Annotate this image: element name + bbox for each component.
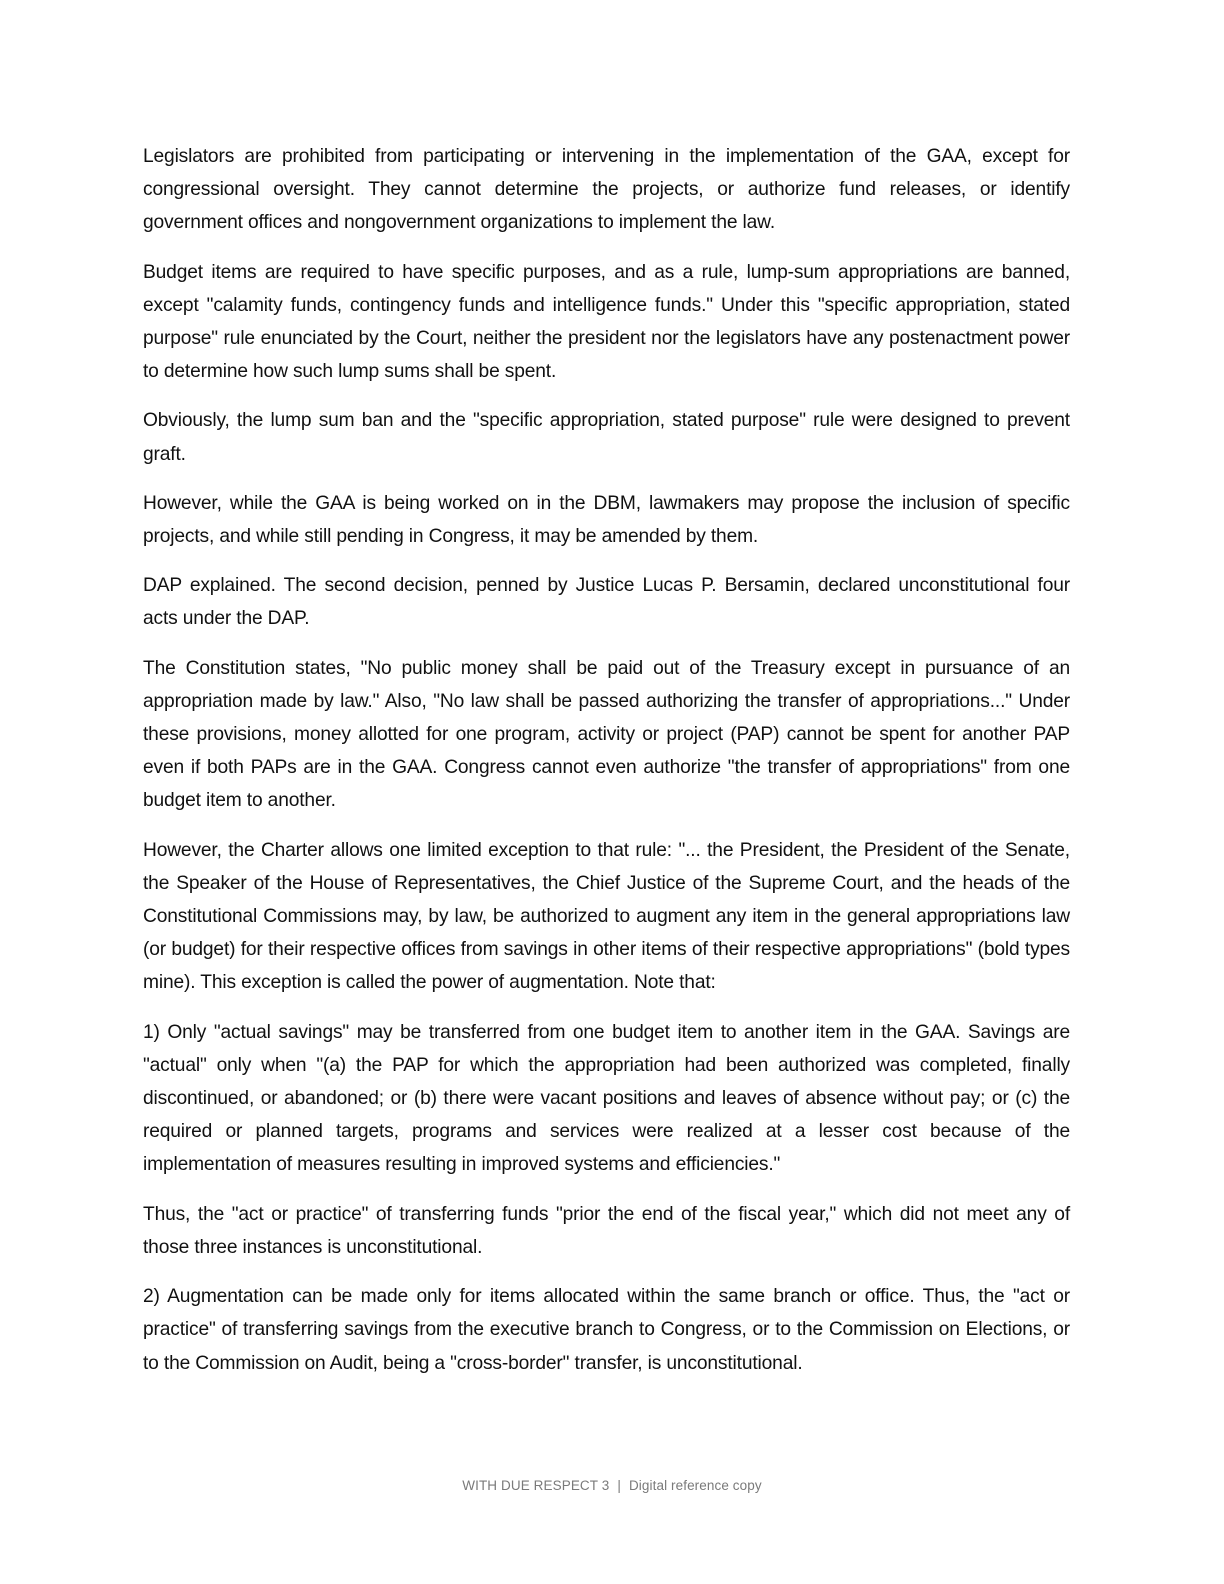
paragraph-budget-items: Budget items are required to have specific purposes, and as a rule, lump-sum appropriations are banned, except "calamity funds, contingency funds and intelligence funds." Under this "specific appropriation, stated purpose" rule enunciated by the Court, neither the president nor the legislators have any postenactment power to determine how such lump sums shall be spent.: [143, 261, 1070, 383]
paragraph-constitution-states: The Constitution states, "No public money shall be paid out of the Treasury except in pursuance of an appropriation made by law." Also, "No law shall be passed authorizing the transfer of appropriations..." Under these provisions, money allotted for one program, activity or project (PAP) cannot be spent for another PAP even if both PAPs are in the GAA. Congress cannot even authorize "the transfer of appropriations" from one budget item to another.: [143, 657, 1070, 812]
document-body: [143, 140, 1070, 1396]
footer-copy-note: Digital reference copy: [628, 1478, 762, 1493]
footer-title: WITH DUE RESPECT 3: [462, 1478, 610, 1493]
paragraph-lump-sum-ban: Obviously, the lump sum ban and the "specific appropriation, stated purpose" rule were designed to prevent graft.: [143, 410, 1070, 465]
paragraph-cross-border: 2) Augmentation can be made only for items allocated within the same branch or office. Thus, the "act or practice" of transferring savings from the executive branch to Congress, or to the Commission on Elections, or to the Commission on Audit, being a "cross-border" transfer, is unconstitutional.: [143, 1286, 1070, 1374]
paragraph-charter-exception: However, the Charter allows one limited exception to that rule: "... the President, the President of the Senate, the Speaker of the House of Representatives, the Chief Justice of the Supreme Court, and the heads of the Constitutional Commissions may, by law, be authorized to augment any item in the general appropriations law (or budget) for their respective offices from savings in other items of their respective appropriations" (bold types mine). This exception is called the power of augmentation. Note that:: [143, 839, 1070, 994]
footer-separator: |: [617, 1478, 621, 1493]
paragraph-actual-savings: 1) Only "actual savings" may be transferred from one budget item to another item in the GAA. Savings are "actual" only when "(a) the PAP for which the appropriation had been authorized was completed, finally discontinued, or abandoned; or (b) there were vacant positions and leaves of absence without pay; or (c) the required or planned targets, programs and services were realized at a lesser cost because of the implementation of measures resulting in improved systems and efficiencies.": [143, 1021, 1070, 1176]
paragraph-dap-explained: DAP explained. The second decision, penned by Justice Lucas P. Bersamin, declared unconstitutional four acts under the DAP.: [143, 575, 1070, 630]
page-footer: [0, 1478, 1224, 1493]
paragraph-gaa-dbm: However, while the GAA is being worked on in the DBM, lawmakers may propose the inclusion of specific projects, and while still pending in Congress, it may be amended by them.: [143, 492, 1070, 548]
paragraph-fiscal-year: Thus, the "act or practice" of transferring funds "prior the end of the fiscal year," which did not meet any of those three instances is unconstitutional.: [143, 1203, 1070, 1258]
paragraph-legislators-prohibited: Legislators are prohibited from participating or intervening in the implementation of the GAA, except for congressional oversight. They cannot determine the projects, or authorize fund releases, or identify government offices and nongovernment organizations to implement the law.: [143, 146, 1070, 234]
